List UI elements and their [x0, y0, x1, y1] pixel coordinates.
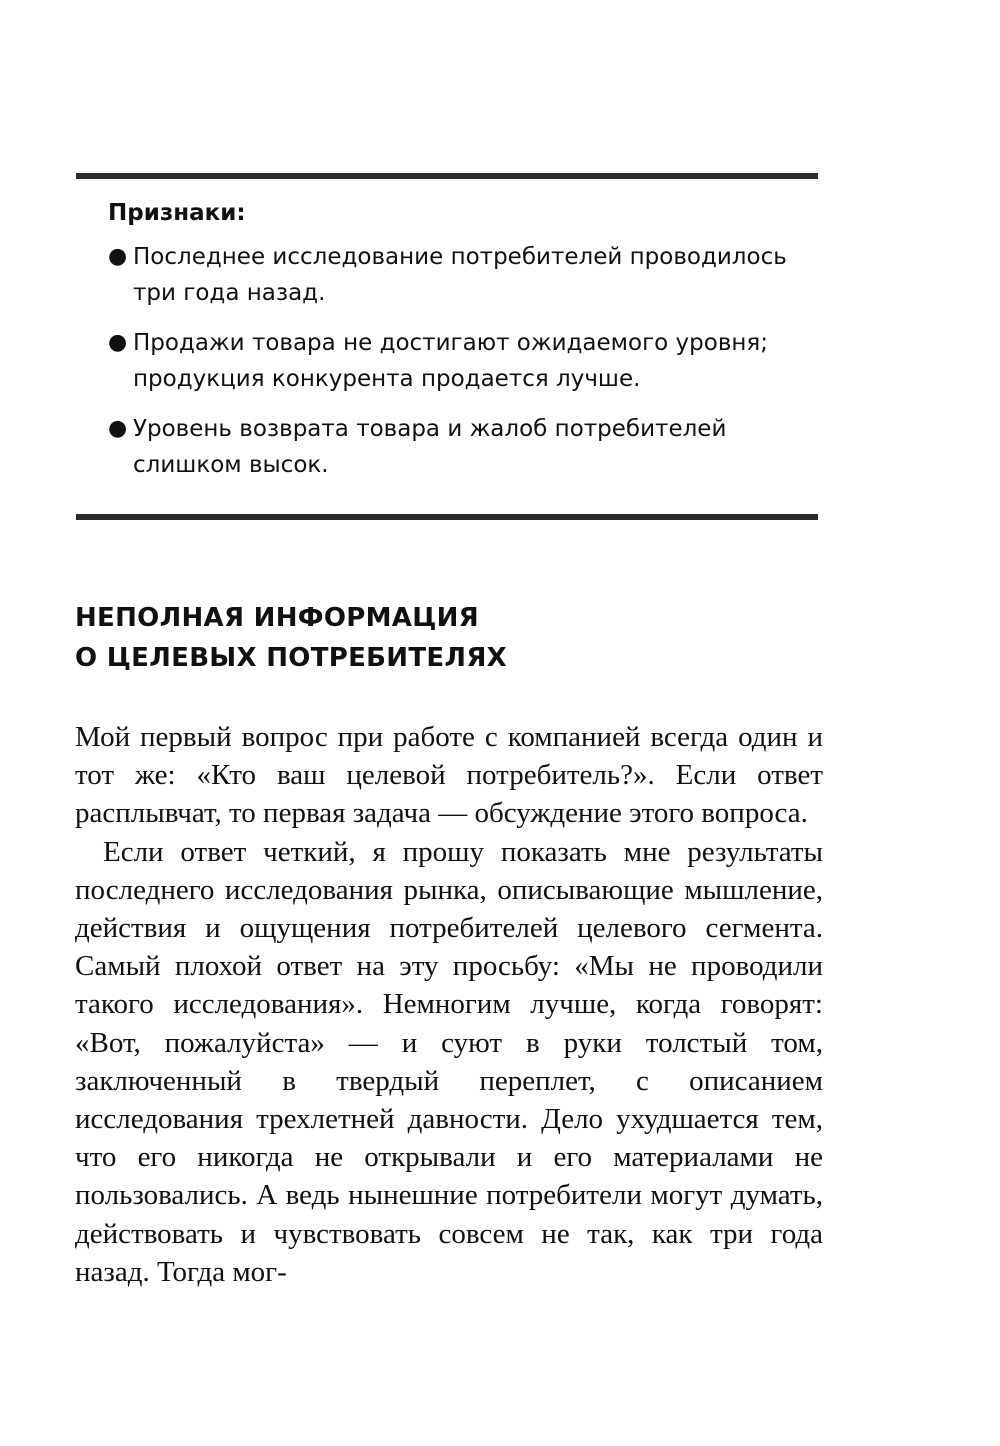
paragraph: Мой первый вопрос при работе с компанией всегда один и тот же: «Кто ваш целевой потребитель?». Если ответ расплывчат, то первая задача — обсуждение этого вопроса.: [75, 721, 823, 830]
list-item-text: Продажи товара не достигают ожидаемого уровня; продукция конкурента продается лучше.: [133, 330, 769, 392]
list-item-text: Последнее исследование потребителей проводилось три года назад.: [133, 244, 787, 306]
section-heading-line: НЕПОЛНАЯ ИНФОРМАЦИЯ: [75, 603, 479, 633]
signs-list: [108, 239, 820, 483]
top-divider: [76, 173, 818, 179]
list-item-text: Уровень возврата товара и жалоб потребителей слишком высок.: [133, 416, 727, 478]
signs-title: Признаки:: [108, 200, 246, 226]
bullet-icon: ●: [108, 416, 128, 441]
section-heading: [75, 598, 835, 678]
list-item: [108, 411, 820, 483]
bullet-icon: ●: [108, 330, 128, 355]
bullet-icon: ●: [108, 244, 128, 269]
paragraph: Если ответ четкий, я прошу показать мне результаты последнего исследования рынка, описывающие мышление, действия и ощущения потребителей целевого сегмента. Самый плохой ответ на эту просьбу: «Мы не проводили такого исследования». Немногим лучше, когда говорят: «Вот, пожалуйста» — и суют в руки толстый том, заключенный в твердый переплет, с описанием исследования трехлетней давности. Дело ухудшается тем, что его никогда не открывали и его материалами не пользовались. А ведь нынешние потребители могут думать, действовать и чувствовать совсем не так, как три года назад. Тогда мог-: [75, 835, 823, 1288]
list-item: [108, 325, 820, 397]
body-text: [75, 718, 823, 1291]
list-item: [108, 239, 820, 311]
signs-box: [108, 197, 820, 497]
bottom-divider: [76, 514, 818, 520]
section-heading-line: О ЦЕЛЕВЫХ ПОТРЕБИТЕЛЯХ: [75, 643, 507, 673]
